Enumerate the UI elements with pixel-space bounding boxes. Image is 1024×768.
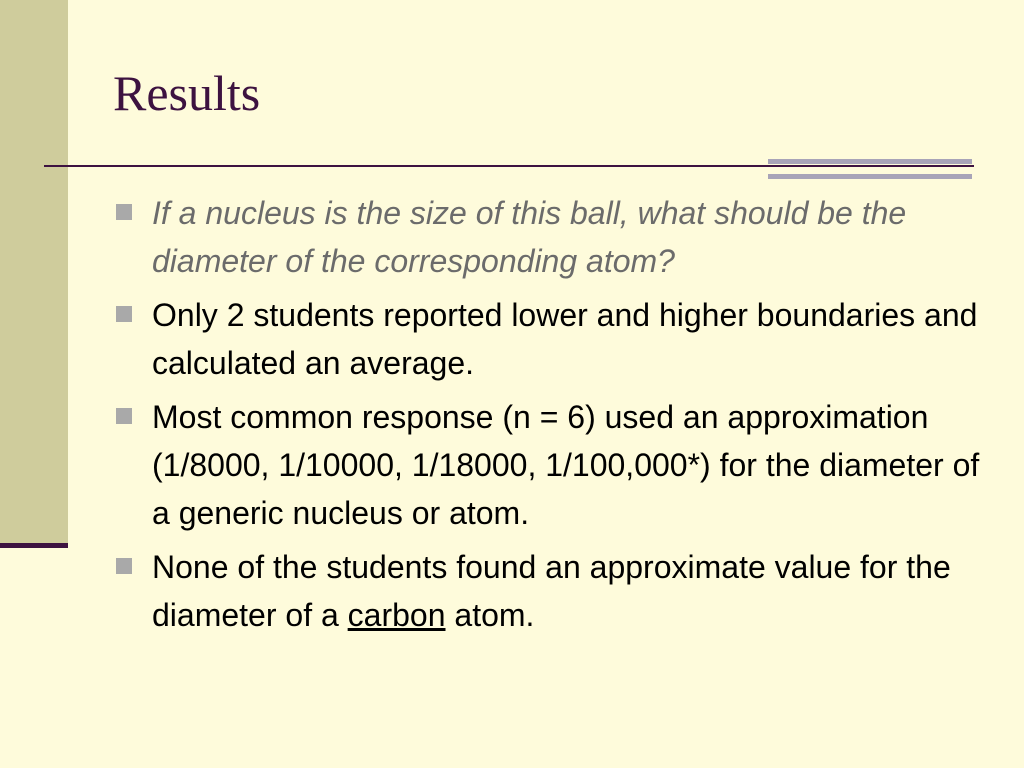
bullet-text: If a nucleus is the size of this ball, what should be the diameter of the corresponding atom? [152, 195, 907, 279]
emphasized-word: carbon [347, 597, 446, 633]
square-bullet-icon [116, 408, 132, 424]
bullet-list [113, 189, 993, 645]
bullet-item [113, 393, 993, 537]
bullet-item [113, 291, 993, 387]
square-bullet-icon [116, 306, 132, 322]
title-divider-line [44, 165, 974, 167]
bullet-item [113, 543, 993, 639]
bullet-text: Only 2 students reported lower and higher boundaries and calculated an average. [152, 297, 978, 381]
bullet-text-before: None of the students found an approximate value for the diameter of a [152, 549, 951, 633]
side-band-underline [0, 543, 68, 548]
bullet-item-question [113, 189, 993, 285]
square-bullet-icon [116, 204, 132, 220]
slide-title: Results [113, 65, 261, 121]
square-bullet-icon [116, 558, 132, 574]
accent-bar-bottom [768, 174, 972, 179]
bullet-text-after: atom. [445, 597, 535, 633]
side-decoration-band [0, 0, 68, 543]
bullet-text: Most common response (n = 6) used an approximation (1/8000, 1/10000, 1/18000, 1/100,000*) for the diameter of a generic nucleus or atom. [152, 399, 980, 531]
accent-bar-top [768, 159, 972, 164]
